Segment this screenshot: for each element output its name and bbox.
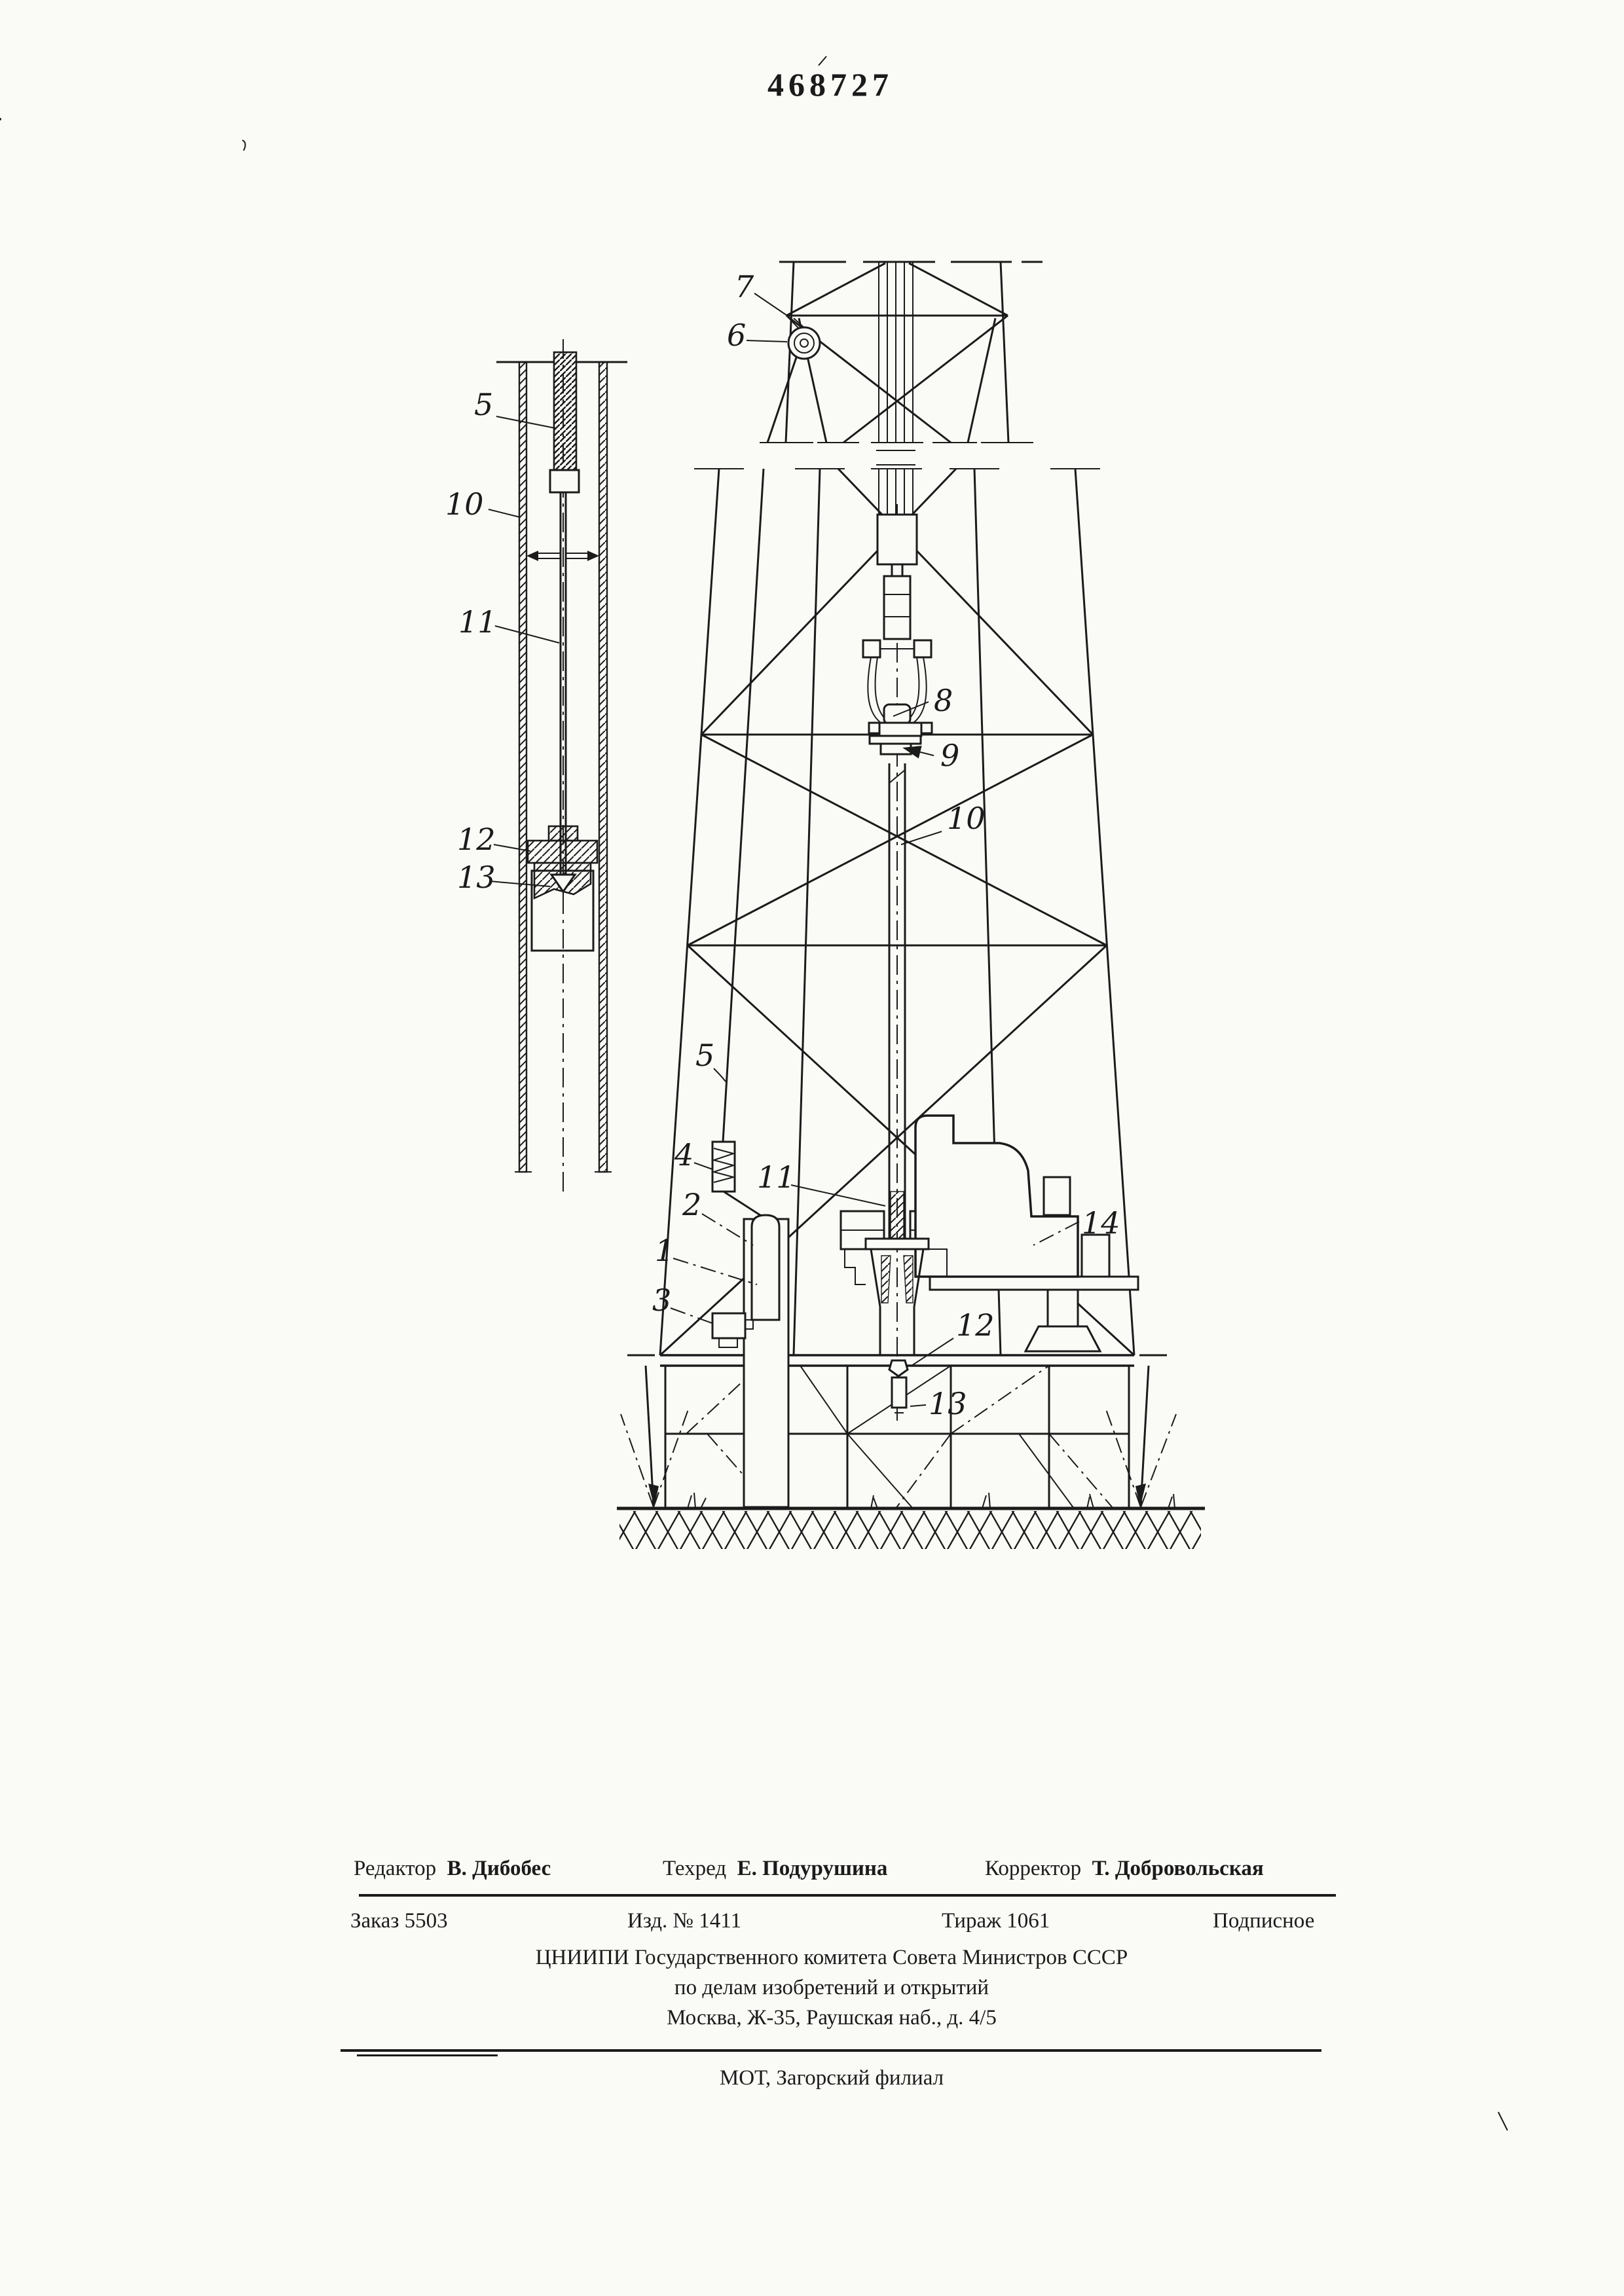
detail-label-packer: 12 — [457, 822, 496, 857]
label-turnbuckle: 4 — [674, 1137, 694, 1173]
org-line-3: Москва, Ж-35, Раушская наб., д. 4/5 — [667, 2006, 997, 2030]
label-wellhead: 12 — [956, 1307, 995, 1343]
techred-name: Е. Подурушина — [737, 1857, 888, 1880]
detail-casing-left-wall — [519, 362, 526, 1172]
control-box — [712, 1313, 745, 1338]
machine-window — [1044, 1177, 1070, 1215]
print-line: МОТ, Загорский филиал — [719, 2066, 944, 2090]
detail-label-valve: 13 — [457, 860, 496, 895]
bottom-valve-assembly — [889, 1360, 908, 1413]
label-flange: 9 — [940, 738, 960, 773]
corrector-role: Корректор — [985, 1857, 1082, 1880]
label-cylinder: 2 — [682, 1187, 702, 1222]
detail-hoist-rope — [554, 352, 576, 470]
tirage: Тираж 1061 — [942, 1909, 1050, 1933]
footer-rule-top — [359, 1894, 1336, 1897]
label-box: 3 — [652, 1283, 672, 1318]
order-number: Заказ 5503 — [350, 1909, 448, 1933]
ground — [617, 1493, 1205, 1549]
label-container: 1 — [655, 1233, 674, 1268]
label-machine: 14 — [1082, 1205, 1120, 1241]
label-drill-rod: 11 — [757, 1159, 796, 1195]
credit-editor — [354, 1857, 551, 1881]
org-line-2: по делам изобретений и открытий — [674, 1976, 989, 1999]
detail-view-borehole — [445, 339, 627, 1195]
detail-casing-right-wall — [599, 362, 607, 1172]
hoist-cable-line — [723, 357, 796, 1142]
detail-label-cable: 5 — [474, 387, 494, 422]
editor-role: Редактор — [354, 1857, 437, 1880]
edition-number: Изд. № 1411 — [627, 1909, 742, 1933]
detail-rope-socket — [550, 470, 579, 492]
swivel — [884, 576, 910, 639]
machine-beam — [930, 1277, 1138, 1290]
main-view-derrick — [617, 262, 1205, 1549]
footer-rule-bottom — [341, 2049, 1321, 2052]
editor-name: В. Дибобес — [447, 1857, 551, 1880]
footer-rule-bottom-double — [357, 2054, 498, 2056]
subscription: Подписное — [1213, 1909, 1315, 1933]
label-block: 8 — [934, 683, 953, 718]
credit-techred — [663, 1857, 887, 1881]
credit-corrector — [985, 1857, 1264, 1881]
label-brace: 10 — [947, 801, 986, 836]
patent-number: 468727 — [767, 66, 893, 103]
detail-labels — [445, 387, 559, 895]
travelling-block — [877, 515, 917, 564]
techred-role: Техред — [663, 1857, 727, 1880]
cylinder-container — [752, 1215, 779, 1320]
org-line-1: ЦНИИПИ Государственного комитета Совета Министров СССР — [535, 1946, 1128, 1969]
label-crown: 7 — [735, 269, 754, 304]
label-hoist-cable: 5 — [695, 1038, 715, 1073]
detail-label-casing: 10 — [445, 486, 484, 522]
scan-specks — [0, 56, 1507, 2130]
machine-rear-box — [1082, 1235, 1109, 1277]
label-bottom-valve: 13 — [929, 1386, 967, 1421]
detail-label-rod: 11 — [458, 604, 497, 640]
flange — [870, 736, 921, 744]
corrector-name: Т. Добровольская — [1092, 1857, 1264, 1880]
label-sheave: 6 — [727, 318, 747, 353]
